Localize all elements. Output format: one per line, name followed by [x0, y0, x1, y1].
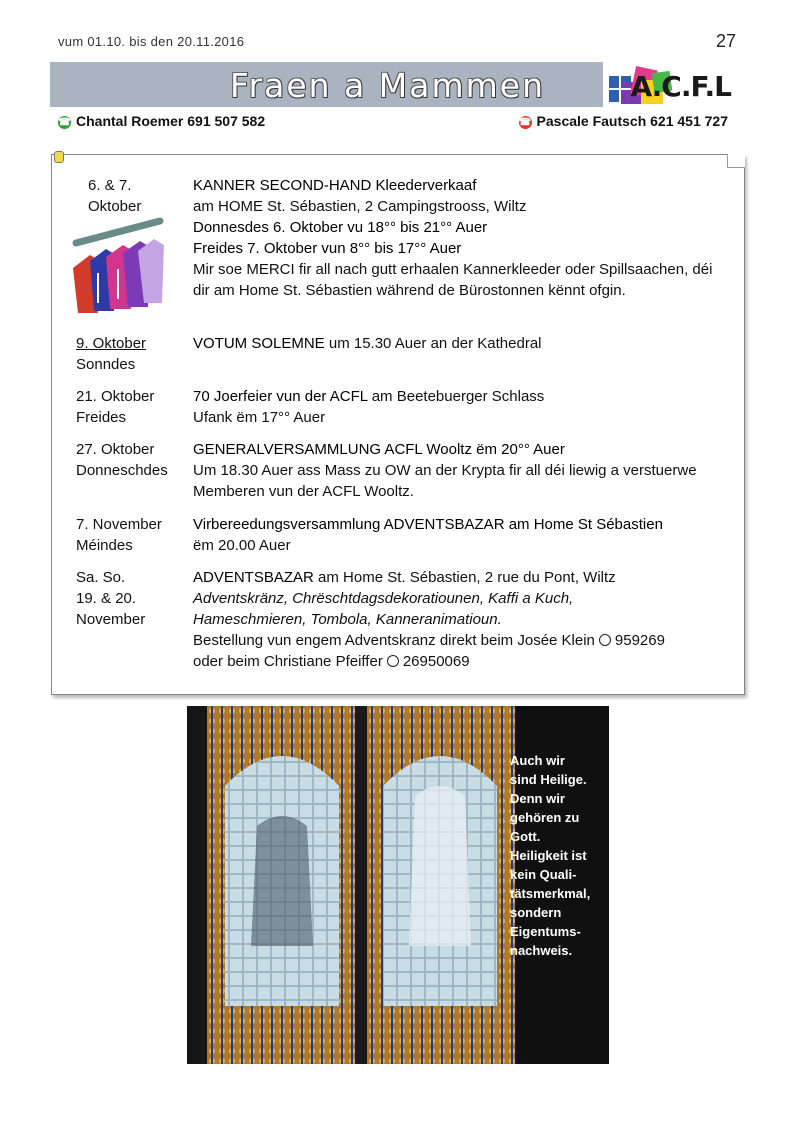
event-date: 9. Oktober Sonndes	[76, 335, 147, 373]
pin-icon	[54, 151, 64, 163]
event-date: 6. & 7. Oktober	[88, 177, 142, 215]
event-body: ADVENTSBAZAR am Home St. Sébastien, 2 rue du Pont, Wiltz Adventskränz, Chrëschtdagsdekoratiounen, Kaffi a Kuch, Hameschmieren, Tombola, Kanneranimatioun. Bestellung vun engem Adventskranz direkt beim Josée Klein 959269 oder beim Christiane Pfeiffer 26950069	[193, 569, 665, 670]
event-date: 27. Oktober Donneschdes	[76, 441, 168, 479]
events-note	[51, 154, 745, 695]
page-curl-icon	[727, 154, 745, 168]
phone-icon	[387, 655, 399, 667]
event-body: GENERALVERSAMMLUNG ACFL Wooltz ëm 20°° Auer Um 18.30 Auer ass Mass zu OW an der Krypta fir all déi liewig a verstuerwe Memberen vun der ACFL Wooltz.	[193, 441, 697, 500]
section-banner	[50, 62, 745, 107]
contact-left: ☎ Chantal Roemer 691 507 582	[58, 113, 266, 129]
event-body: KANNER SECOND-HAND Kleederverkaaf am HOME St. Sébastien, 2 Campingstrooss, Wiltz Donnesdes 6. Oktober vu 18°° bis 21°° Auer Freides 7. Oktober vun 8°° bis 17°° Auer Mir soe MERCI fir all nach gutt erhaalen Kannerkleeder oder Spillsaachen, déi dir am Home St. Sébastien während de Bürostonnen kënnt ofgin.	[193, 177, 713, 299]
logo-text: A.C.F.L	[630, 70, 731, 103]
phone-circle-icon: ☎	[58, 117, 71, 128]
phone-icon	[599, 634, 611, 646]
event-body: Virbereedungsversammlung ADVENTSBAZAR am Home St Sébastien ëm 20.00 Auer	[193, 516, 663, 554]
section-title: Fraen a Mammen	[230, 66, 545, 105]
event-date: 21. Oktober Freides	[76, 388, 155, 426]
event-date: 7. November Méindes	[76, 516, 162, 554]
event-body: 70 Joerfeier vun der ACFL am Beetebuerger Schlass Ufank ëm 17°° Auer	[193, 388, 545, 426]
acfl-logo	[603, 62, 745, 107]
phone-circle-icon: ☎	[518, 117, 532, 128]
clothes-rack-icon	[68, 213, 168, 323]
date-range: vum 01.10. bis den 20.11.2016	[58, 34, 245, 49]
event-date: Sa. So. 19. & 20. November	[76, 569, 146, 628]
event-body: VOTUM SOLEMNE um 15.30 Auer an der Kathedral	[193, 335, 542, 352]
photo-caption: Auch wir sind Heilige. Denn wir gehören zu Gott. Heiligkeit ist kein Quali- tätsmerkmal, sondern Eigentums- nachweis.	[510, 753, 591, 958]
contact-right: ☎ Pascale Fautsch 621 451 727	[518, 113, 728, 129]
stained-glass-photo	[187, 706, 609, 1064]
page-number: 27	[715, 31, 736, 51]
